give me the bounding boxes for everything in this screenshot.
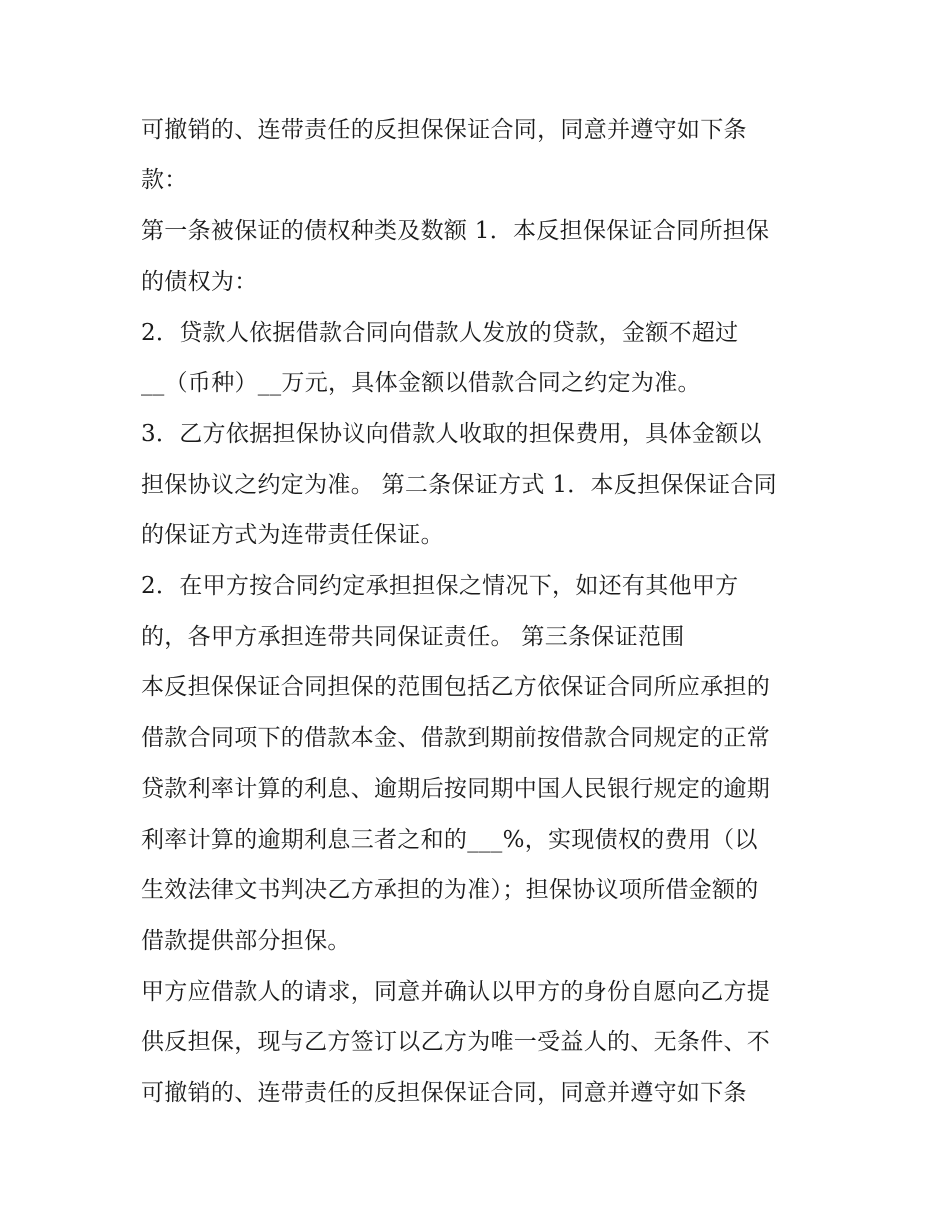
text-line: __（币种）__万元，具体金额以借款合同之约定为准。 xyxy=(141,370,701,396)
text-line: 本反担保保证合同担保的范围包括乙方依保证合同所应承担的 xyxy=(141,674,771,700)
text-line: 生效法律文书判决乙方承担的为准）；担保协议项所借金额的 xyxy=(141,877,759,903)
text-line: 第一条被保证的债权种类及数额 1．本反担保保证合同所担保 xyxy=(141,218,770,244)
text-line: 借款合同项下的借款本金、借款到期前按借款合同规定的正常 xyxy=(141,725,771,751)
text-line: 借款提供部分担保。 xyxy=(141,928,351,954)
text-line: 担保协议之约定为准。 第二条保证方式 1．本反担保保证合同 xyxy=(141,472,777,498)
text-line: 甲方应借款人的请求，同意并确认以甲方的身份自愿向乙方提 xyxy=(141,979,771,1005)
text-line: 可撤销的、连带责任的反担保保证合同，同意并遵守如下条 xyxy=(141,117,747,143)
text-line: 贷款利率计算的利息、逾期后按同期中国人民银行规定的逾期 xyxy=(141,776,771,802)
text-line: 可撤销的、连带责任的反担保保证合同，同意并遵守如下条 xyxy=(141,1080,747,1106)
text-line: 2．在甲方按合同约定承担担保之情况下，如还有其他甲方 xyxy=(141,573,739,599)
text-line: 的，各甲方承担连带共同保证责任。 第三条保证范围 xyxy=(141,624,685,650)
text-line: 的保证方式为连带责任保证。 xyxy=(141,522,444,548)
text-line: 款： xyxy=(141,167,188,193)
text-line: 利率计算的逾期利息三者之和的___%，实现债权的费用（以 xyxy=(141,827,758,853)
text-line: 3．乙方依据担保协议向借款人收取的担保费用，具体金额以 xyxy=(141,421,762,447)
text-line: 2．贷款人依据借款合同向借款人发放的贷款，金额不超过 xyxy=(141,320,739,346)
text-line: 供反担保，现与乙方签订以乙方为唯一受益人的、无条件、不 xyxy=(141,1029,771,1055)
text-line: 的债权为： xyxy=(141,269,258,295)
